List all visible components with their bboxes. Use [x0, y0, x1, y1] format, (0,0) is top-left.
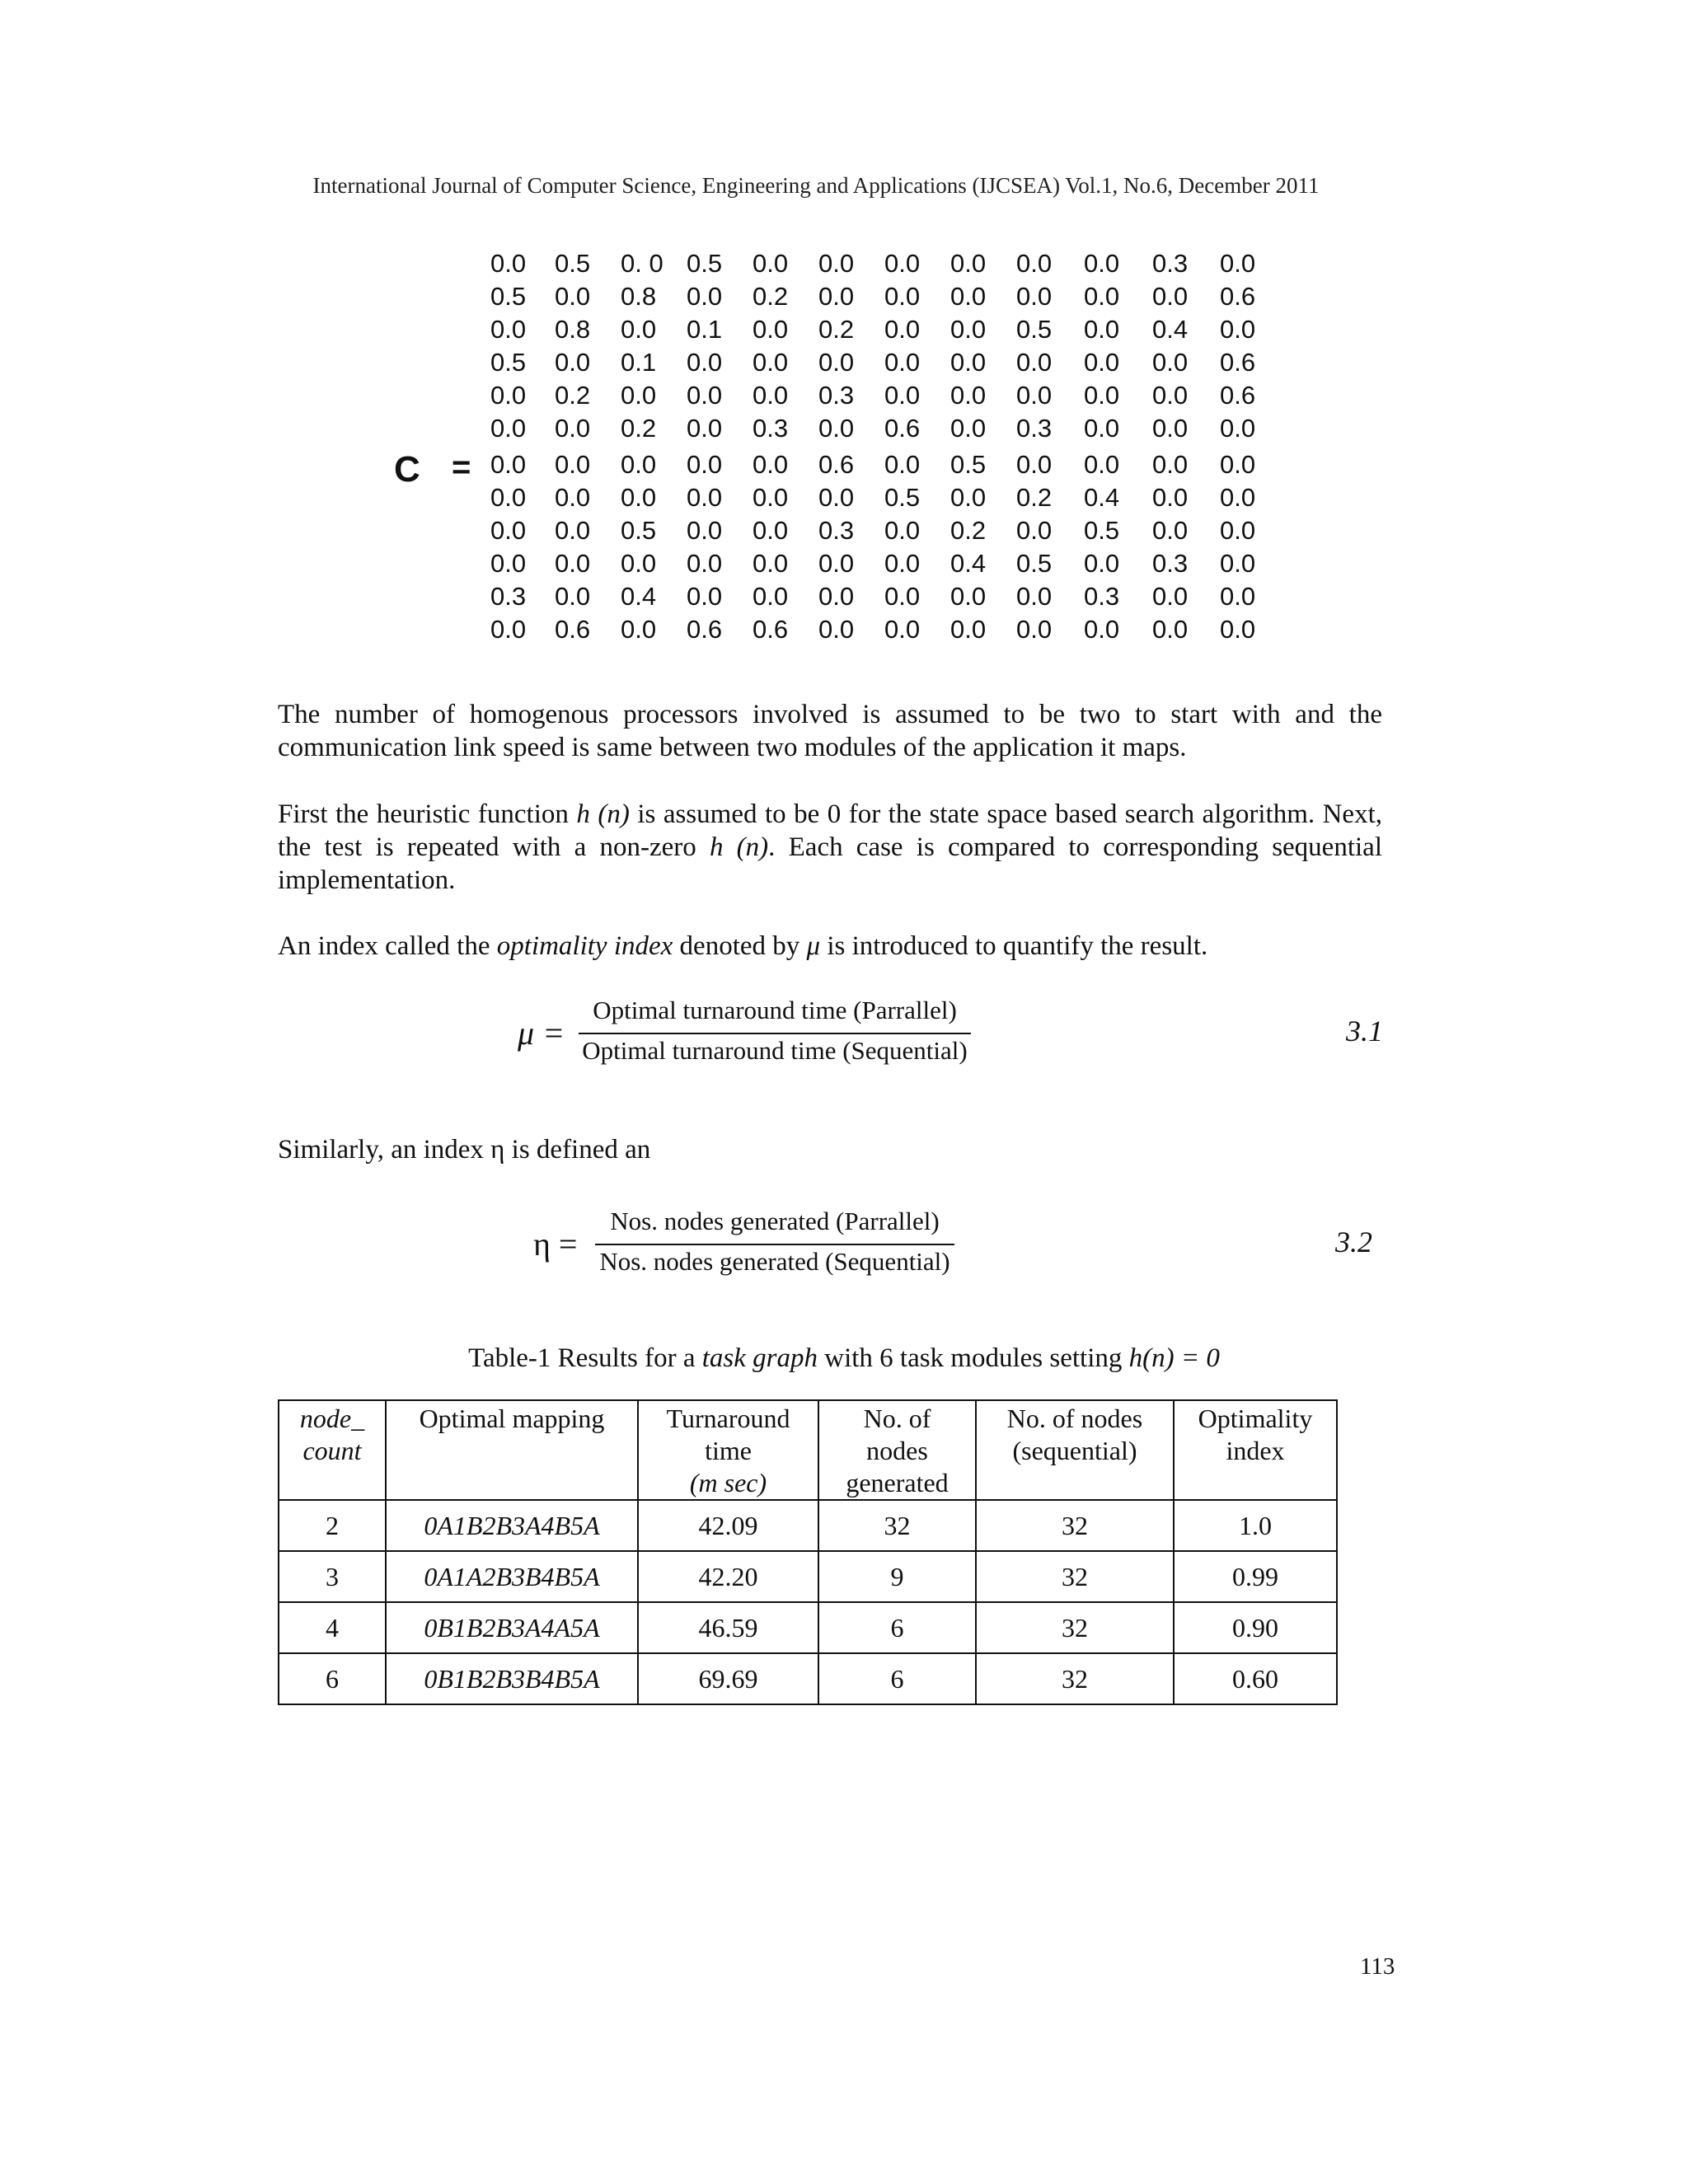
matrix-cell: 0.0: [884, 516, 921, 545]
matrix-cell: 0.0: [1084, 414, 1120, 443]
matrix-cell: 0.0: [884, 282, 921, 311]
matrix-cell: 0.6: [753, 615, 789, 644]
matrix-cell: 0.4: [1084, 483, 1120, 512]
matrix-cell: 0.0: [687, 516, 723, 545]
matrix-cell: 0.0: [621, 315, 657, 344]
equation-3-2-lhs: η =: [533, 1226, 578, 1263]
cell-nodes-generated: 9: [818, 1551, 976, 1602]
matrix-cell: 0.0: [818, 249, 855, 278]
matrix-cell: 0.0: [1220, 249, 1256, 278]
matrix-cell: 0.5: [687, 249, 723, 278]
matrix-cell: 0.4: [950, 549, 987, 578]
matrix-cell: 0.5: [621, 516, 657, 545]
equation-3-1-denominator: Optimal turnaround time (Sequential): [582, 1036, 968, 1065]
matrix-equals-sign: =: [452, 449, 471, 485]
table-row: [279, 1602, 1337, 1653]
matrix-cell: 0.0: [490, 615, 527, 644]
cell-optimality-index: 0.60: [1174, 1653, 1337, 1704]
matrix-cell: 0.0: [884, 249, 921, 278]
matrix-cell: 0.1: [687, 315, 723, 344]
equation-3-1-number: 3.1: [1346, 1015, 1383, 1047]
matrix-cell: 0.6: [1220, 381, 1256, 410]
table-row: [279, 1500, 1337, 1551]
matrix-cell: 0.0: [555, 549, 591, 578]
matrix-cell: 0.2: [621, 414, 657, 443]
matrix-cell: 0.6: [818, 450, 855, 479]
matrix-cell: 0.0: [1220, 414, 1256, 443]
matrix-cell: 0.0: [1152, 483, 1189, 512]
matrix-cell: 0.0: [950, 249, 987, 278]
matrix-cell: 0.0: [1220, 450, 1256, 479]
matrix-cell: 0.0: [687, 582, 723, 611]
equation-3-2-number: 3.2: [1335, 1226, 1372, 1258]
matrix-cell: 0.0: [687, 348, 723, 377]
matrix-cell: 0.0: [1220, 315, 1256, 344]
matrix-cell: 0. 0: [621, 249, 663, 278]
cell-optimality-index: 1.0: [1174, 1500, 1337, 1551]
matrix-cell: 0.3: [490, 582, 527, 611]
matrix-cell: 0.0: [1220, 582, 1256, 611]
matrix-cell: 0.0: [687, 450, 723, 479]
matrix-cell: 0.0: [1084, 381, 1120, 410]
matrix-cell: 0.2: [1016, 483, 1053, 512]
cell-nodes-sequential: 32: [976, 1500, 1174, 1551]
matrix-cell: 0.0: [1084, 282, 1120, 311]
matrix-cell: 0.0: [1152, 381, 1189, 410]
matrix-cell: 0.0: [1220, 549, 1256, 578]
matrix-cell: 0.5: [490, 282, 527, 311]
matrix-cell: 0.0: [884, 348, 921, 377]
matrix-cell: 0.0: [621, 381, 657, 410]
heuristic-term: h (n): [576, 799, 630, 829]
table-header-row: [279, 1400, 1337, 1500]
matrix-cell: 0.0: [950, 282, 987, 311]
matrix-cell: 0.0: [1016, 516, 1053, 545]
matrix-cell: 0.6: [1220, 348, 1256, 377]
paragraph-heuristic: First the heuristic function h (n) is assumed to be 0 for the state space based search algorithm. Next, the test is repeated with a non-zero h (n). Each case is compared to corresponding sequential implementation.: [278, 799, 1382, 895]
matrix-cell: 0.3: [753, 414, 789, 443]
matrix-cell: 0.5: [1016, 549, 1053, 578]
matrix-cell: 0.0: [687, 549, 723, 578]
matrix-cell: 0.0: [490, 516, 527, 545]
matrix-cell: 0.0: [1152, 615, 1189, 644]
matrix-cell: 0.0: [687, 282, 723, 311]
cell-node-count: 4: [279, 1602, 386, 1653]
matrix-cell: 0.0: [818, 615, 855, 644]
matrix-cell: 0.6: [687, 615, 723, 644]
matrix-cell: 0.0: [490, 483, 527, 512]
cell-mapping: 0B1B2B3A4A5A: [386, 1602, 638, 1653]
table-row: [279, 1551, 1337, 1602]
cell-mapping: 0A1B2B3A4B5A: [386, 1500, 638, 1551]
matrix-cell: 0.0: [490, 414, 527, 443]
cell-optimality-index: 0.99: [1174, 1551, 1337, 1602]
matrix-cell: 0.0: [753, 450, 789, 479]
matrix-cell: 0.0: [555, 450, 591, 479]
header-optimality-index: Optimality index: [1174, 1400, 1337, 1500]
matrix-cell: 0.5: [950, 450, 987, 479]
cell-optimality-index: 0.90: [1174, 1602, 1337, 1653]
matrix-cell: 0.0: [884, 450, 921, 479]
matrix-cell: 0.5: [555, 249, 591, 278]
matrix-cell: 0.0: [818, 414, 855, 443]
matrix-cell: 0.0: [490, 381, 527, 410]
matrix-cell: 0.0: [753, 315, 789, 344]
matrix-cell: 0.0: [1220, 483, 1256, 512]
page-number: 113: [1360, 1953, 1395, 1980]
matrix-cell: 0.0: [1084, 315, 1120, 344]
matrix-cell: 0.0: [687, 483, 723, 512]
matrix-cell: 0.0: [753, 516, 789, 545]
matrix-cell: 0.0: [1152, 450, 1189, 479]
matrix-cell: 0.0: [1084, 450, 1120, 479]
matrix-cell: 0.0: [1152, 414, 1189, 443]
cell-turnaround: 69.69: [638, 1653, 818, 1704]
matrix-cell: 0.0: [884, 549, 921, 578]
matrix-cell: 0.0: [753, 348, 789, 377]
matrix-cell: 0.0: [621, 549, 657, 578]
heuristic-term: h (n): [709, 832, 769, 862]
matrix-cell: 0.2: [753, 282, 789, 311]
matrix-cell: 0.0: [1084, 249, 1120, 278]
matrix-cell: 0.0: [818, 348, 855, 377]
matrix-label: C: [394, 449, 420, 490]
matrix-cell: 0.0: [950, 315, 987, 344]
matrix-cell: 0.1: [621, 348, 657, 377]
matrix-cell: 0.0: [1084, 549, 1120, 578]
matrix-cell: 0.0: [490, 549, 527, 578]
matrix-cell: 0.0: [555, 483, 591, 512]
cell-nodes-generated: 32: [818, 1500, 976, 1551]
matrix-cell: 0.8: [555, 315, 591, 344]
matrix-cell: 0.6: [555, 615, 591, 644]
matrix-cell: 0.0: [555, 582, 591, 611]
matrix-cell: 0.0: [490, 249, 527, 278]
matrix-cell: 0.0: [950, 381, 987, 410]
optimality-index-term: optimality index: [496, 931, 673, 961]
table-caption: Table-1 Results for a task graph with 6 task modules setting h(n) = 0: [468, 1343, 1220, 1373]
equation-3-1-lhs: μ =: [518, 1015, 565, 1052]
running-header: International Journal of Computer Science, Engineering and Applications (IJCSEA) Vol.1, No.6, December 2011: [312, 173, 1320, 198]
cell-mapping: 0A1A2B3B4B5A: [386, 1551, 638, 1602]
matrix-cell: 0.0: [1084, 348, 1120, 377]
matrix-cell: 0.4: [1152, 315, 1189, 344]
matrix-cell: 0.5: [1016, 315, 1053, 344]
matrix-cell: 0.8: [621, 282, 657, 311]
matrix-cell: 0.0: [1152, 348, 1189, 377]
matrix-cell: 0.0: [950, 615, 987, 644]
matrix-cell: 0.0: [1220, 615, 1256, 644]
matrix-cell: 0.0: [621, 615, 657, 644]
matrix-cell: 0.0: [1084, 615, 1120, 644]
matrix-cell: 0.0: [818, 483, 855, 512]
matrix-cell: 0.0: [687, 381, 723, 410]
matrix-cell: 0.0: [950, 414, 987, 443]
matrix-cell: 0.0: [753, 249, 789, 278]
matrix-cell: 0.0: [884, 615, 921, 644]
cell-turnaround: 42.20: [638, 1551, 818, 1602]
matrix-cell: 0.3: [1152, 249, 1189, 278]
matrix-cell: 0.0: [753, 549, 789, 578]
equation-3-2-denominator: Nos. nodes generated (Sequential): [599, 1247, 950, 1276]
cell-turnaround: 46.59: [638, 1602, 818, 1653]
matrix-cell: 0.0: [950, 348, 987, 377]
equation-3-2-numerator: Nos. nodes generated (Parrallel): [610, 1207, 940, 1235]
matrix-cell: 0.0: [1016, 615, 1053, 644]
cell-turnaround: 42.09: [638, 1500, 818, 1551]
paragraph-eta-index: Similarly, an index η is defined an: [278, 1135, 651, 1165]
matrix-cell: 0.2: [818, 315, 855, 344]
matrix-cell: 0.3: [818, 381, 855, 410]
mu-symbol: μ: [806, 931, 821, 961]
matrix-cell: 0.0: [1016, 381, 1053, 410]
matrix-cell: 0.0: [621, 483, 657, 512]
matrix-cell: 0.0: [555, 414, 591, 443]
header-nodes-sequential: No. of nodes (sequential): [976, 1400, 1174, 1500]
matrix-cell: 0.0: [818, 582, 855, 611]
matrix-cell: 0.4: [621, 582, 657, 611]
cell-nodes-sequential: 32: [976, 1551, 1174, 1602]
matrix-cell: 0.3: [1084, 582, 1120, 611]
matrix-cell: 0.0: [753, 582, 789, 611]
cell-nodes-generated: 6: [818, 1602, 976, 1653]
matrix-cell: 0.0: [1152, 516, 1189, 545]
matrix-cell: 0.0: [884, 315, 921, 344]
cell-nodes-sequential: 32: [976, 1602, 1174, 1653]
equation-3-1-fraction-bar: [579, 1033, 971, 1034]
matrix-cell: 0.5: [490, 348, 527, 377]
matrix-cell: 0.3: [1152, 549, 1189, 578]
matrix-cell: 0.0: [621, 450, 657, 479]
matrix-cell: 0.0: [753, 483, 789, 512]
matrix-cell: 0.0: [818, 549, 855, 578]
equation-3-1-numerator: Optimal turnaround time (Parrallel): [593, 996, 957, 1024]
matrix-cell: 0.0: [1016, 282, 1053, 311]
matrix-cell: 0.0: [753, 381, 789, 410]
matrix-cell: 0.0: [1220, 516, 1256, 545]
cell-node-count: 6: [279, 1653, 386, 1704]
table-row: [279, 1653, 1337, 1704]
header-turnaround-time: Turnaround time (m sec): [638, 1400, 818, 1500]
matrix-cell: 0.0: [1016, 348, 1053, 377]
matrix-cell: 0.0: [555, 516, 591, 545]
matrix-cell: 0.0: [1152, 582, 1189, 611]
header-node-count: node_ count: [279, 1400, 386, 1500]
matrix-cell: 0.0: [1016, 249, 1053, 278]
matrix-cell: 0.5: [884, 483, 921, 512]
matrix-cell: 0.6: [1220, 282, 1256, 311]
matrix-cell: 0.3: [818, 516, 855, 545]
cell-node-count: 2: [279, 1500, 386, 1551]
matrix-cell: 0.0: [950, 582, 987, 611]
matrix-cell: 0.5: [1084, 516, 1120, 545]
header-optimal-mapping: Optimal mapping: [386, 1400, 638, 1500]
paragraph-optimality-index: An index called the optimality index denoted by μ is introduced to quantify the result.: [278, 931, 1208, 961]
matrix-cell: 0.0: [818, 282, 855, 311]
cell-nodes-generated: 6: [818, 1653, 976, 1704]
matrix-cell: 0.0: [687, 414, 723, 443]
matrix-cell: 0.0: [555, 348, 591, 377]
matrix-cell: 0.2: [555, 381, 591, 410]
matrix-cell: 0.0: [1016, 450, 1053, 479]
matrix-cell: 0.0: [490, 315, 527, 344]
matrix-cell: 0.0: [490, 450, 527, 479]
results-table: [278, 1399, 1338, 1705]
cell-nodes-sequential: 32: [976, 1653, 1174, 1704]
cell-node-count: 3: [279, 1551, 386, 1602]
paragraph-processors: The number of homogenous processors involved is assumed to be two to start with and the communication link speed is same between two modules of the application it maps.: [278, 700, 1382, 762]
equation-3-2-fraction-bar: [595, 1244, 954, 1245]
matrix-cell: 0.0: [1152, 282, 1189, 311]
cell-mapping: 0B1B2B3B4B5A: [386, 1653, 638, 1704]
matrix-cell: 0.0: [884, 582, 921, 611]
matrix-cell: 0.2: [950, 516, 987, 545]
matrix-cell: 0.0: [950, 483, 987, 512]
header-nodes-generated: No. of nodes generated: [818, 1400, 976, 1500]
matrix-cell: 0.3: [1016, 414, 1053, 443]
matrix-cell: 0.6: [884, 414, 921, 443]
matrix-cell: 0.0: [1016, 582, 1053, 611]
matrix-cell: 0.0: [884, 381, 921, 410]
matrix-cell: 0.0: [555, 282, 591, 311]
